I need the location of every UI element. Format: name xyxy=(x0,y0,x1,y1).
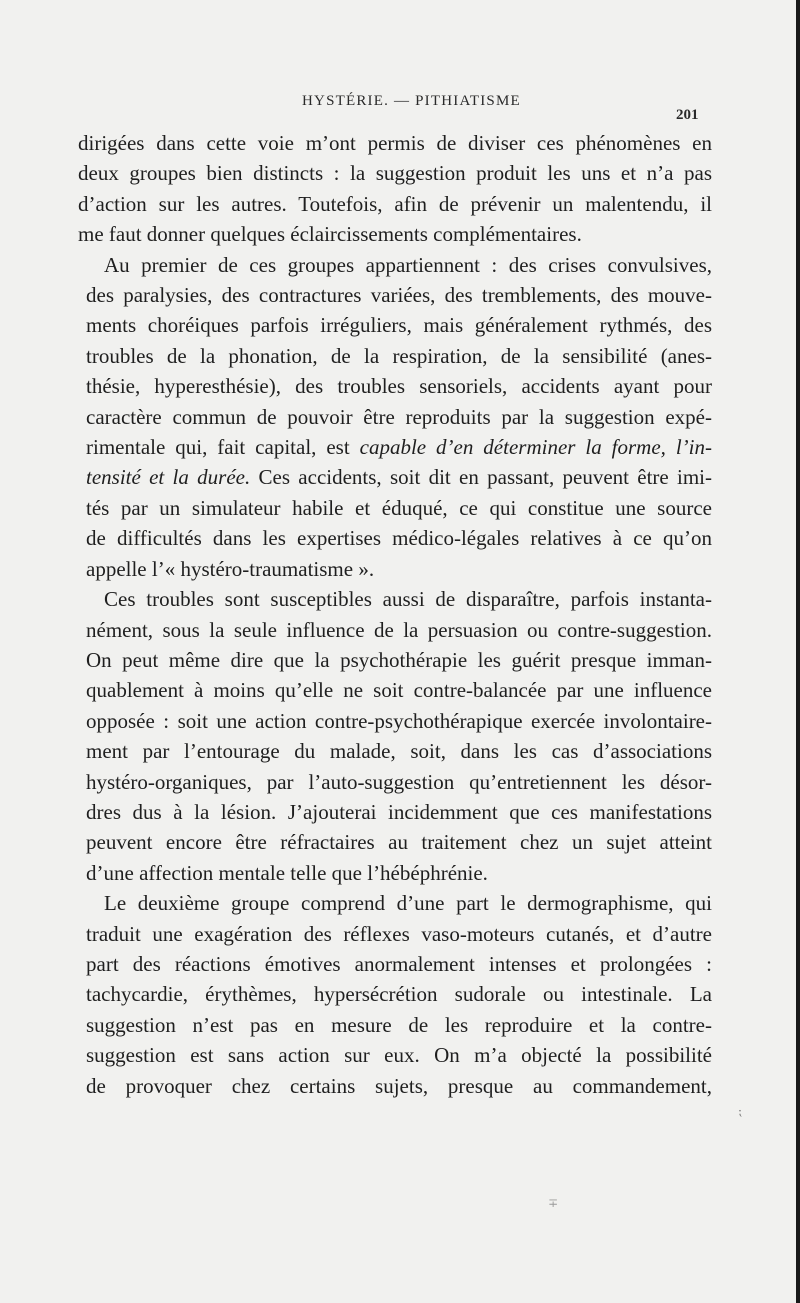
italic-phrase: tensité et la durée. xyxy=(86,465,251,490)
text-line: Ces troubles sont susceptibles aussi de disparaître, parfois instanta- xyxy=(104,587,712,612)
paragraph-1 xyxy=(78,128,712,250)
paragraph-4 xyxy=(86,888,712,1101)
text-line: deux groupes bien distincts : la suggestion produit les uns et n’a pas xyxy=(78,161,712,186)
text-run: Ces accidents, soit dit en passant, peuvent être imi- xyxy=(250,465,713,490)
text-line: opposée : soit une action contre-psychothérapique exercée involontaire- xyxy=(86,708,712,733)
text-line xyxy=(86,432,712,462)
text-line: dirigées dans cette voie m’ont permis de diviser ces phénomènes en xyxy=(78,131,712,155)
text-line: tachycardie, érythèmes, hypersécrétion sudorale ou intestinale. La xyxy=(86,982,712,1007)
margin-mark: ⁏ xyxy=(738,1104,743,1118)
text-line: suggestion est sans action sur eux. On m’a objecté la possibilité xyxy=(86,1043,712,1068)
page-number: 201 xyxy=(676,107,699,123)
text-line: troubles de la phonation, de la respiration, de la sensibilité (anes- xyxy=(86,343,712,368)
text-line: me faut donner quelques éclaircissements complémentaires. xyxy=(78,222,582,247)
text-run: rimentale qui, fait capital, est xyxy=(86,435,360,460)
text-line: de difficultés dans les expertises médico-légales relatives à ce qu’on xyxy=(86,526,712,551)
text-line: ments choréiques parfois irréguliers, mais généralement rythmés, des xyxy=(86,313,712,338)
text-line: des paralysies, des contractures variées, des tremblements, des mouve- xyxy=(86,283,712,308)
text-line: Au premier de ces groupes appartiennent : des crises convulsives, xyxy=(104,252,712,277)
text-line: hystéro-organiques, par l’auto-suggestion qu’entretiennent les désor- xyxy=(86,769,712,794)
italic-phrase: capable d’en déterminer la forme, l’in- xyxy=(359,435,713,460)
text-line: quablement à moins qu’elle ne soit contre-balancée par une influence xyxy=(86,678,712,703)
running-title: HYSTÉRIE. — PITHIATISME xyxy=(302,93,521,109)
text-line: de provoquer chez certains sujets, presque au commandement, xyxy=(86,1073,712,1098)
body-text xyxy=(78,128,713,1101)
running-head xyxy=(0,93,800,123)
paragraph-2 xyxy=(86,250,712,584)
text-line: dres dus à la lésion. J’ajouterai incidemment que ces manifestations xyxy=(86,799,712,824)
text-line: caractère commun de pouvoir être reproduits par la suggestion expé- xyxy=(86,404,712,429)
text-line: peuvent encore être réfractaires au traitement chez un sujet atteint xyxy=(86,830,712,855)
text-line: Le deuxième groupe comprend d’une part le dermographisme, qui xyxy=(104,891,712,916)
text-line: part des réactions émotives anormalement intenses et prolongées : xyxy=(86,951,712,976)
text-line: ment par l’entourage du malade, soit, dans les cas d’associations xyxy=(86,739,712,764)
paragraph-3 xyxy=(86,584,712,888)
text-line: nément, sous la seule influence de la persuasion ou contre-suggestion. xyxy=(86,617,712,642)
text-line: appelle l’« hystéro-traumatisme ». xyxy=(86,556,375,581)
text-line: traduit une exagération des réflexes vaso-moteurs cutanés, et d’autre xyxy=(86,921,712,946)
bottom-mark: ∓ xyxy=(548,1196,559,1210)
text-line: d’action sur les autres. Toutefois, afin de prévenir un malentendu, il xyxy=(78,191,712,216)
text-line: thésie, hyperesthésie), des troubles sensoriels, accidents ayant pour xyxy=(86,374,712,399)
text-line: On peut même dire que la psychothérapie les guérit presque imman- xyxy=(86,647,712,672)
text-line: d’une affection mentale telle que l’hébéphrénie. xyxy=(86,860,488,885)
text-line: suggestion n’est pas en mesure de les reproduire et la contre- xyxy=(86,1012,712,1037)
text-line xyxy=(86,462,712,492)
text-line: tés par un simulateur habile et éduqué, ce qui constitue une source xyxy=(86,495,712,520)
